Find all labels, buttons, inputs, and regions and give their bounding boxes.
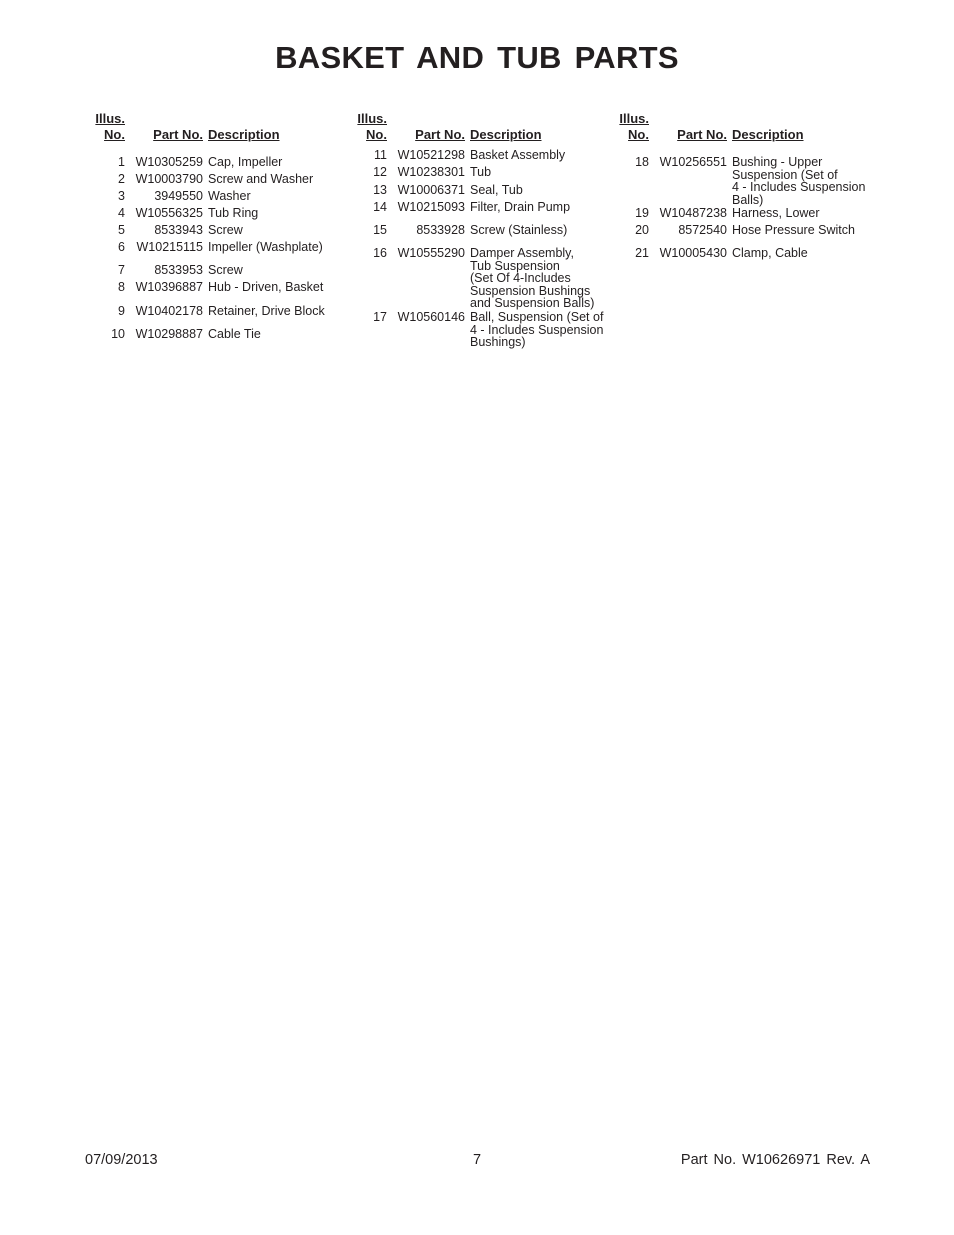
part-number: W10556325 (135, 206, 203, 220)
part-number: W10005430 (659, 246, 727, 260)
header-no: No. (628, 127, 649, 142)
header-illus: Illus. (95, 111, 125, 126)
illus-number: 7 (118, 263, 125, 277)
part-description: Bushing - Upper Suspension (Set of 4 - Includes Suspension Balls) (732, 155, 866, 207)
illus-number: 13 (373, 183, 387, 197)
header-description: Description (208, 127, 280, 142)
part-number: W10238301 (397, 165, 465, 179)
illus-number: 14 (373, 200, 387, 214)
part-number: W10298887 (135, 327, 203, 341)
header-description: Description (470, 127, 542, 142)
part-number: W10006371 (397, 183, 465, 197)
part-number: 8572540 (678, 223, 727, 237)
part-description: Clamp, Cable (732, 246, 808, 260)
part-description: Retainer, Drive Block (208, 304, 325, 318)
part-number: W10003790 (135, 172, 203, 186)
illus-number: 21 (635, 246, 649, 260)
part-description: Impeller (Washplate) (208, 240, 323, 254)
illus-number: 16 (373, 246, 387, 260)
part-description: Harness, Lower (732, 206, 820, 220)
part-description: Screw and Washer (208, 172, 314, 186)
illus-number: 10 (111, 327, 125, 341)
illus-number: 19 (635, 206, 649, 220)
part-description: Tub (470, 165, 492, 179)
part-description: Hose Pressure Switch (732, 223, 855, 237)
part-number: 8533953 (154, 263, 203, 277)
part-description: Screw (208, 263, 243, 277)
header-no: No. (104, 127, 125, 142)
illus-number: 2 (118, 172, 125, 186)
part-description: Screw (208, 223, 243, 237)
part-description: Washer (208, 189, 251, 203)
part-number: 8533928 (416, 223, 465, 237)
illus-number: 4 (118, 206, 125, 220)
part-description: Hub - Driven, Basket (208, 280, 324, 294)
illus-number: 8 (118, 280, 125, 294)
illus-number: 6 (118, 240, 125, 254)
part-description: Seal, Tub (470, 183, 523, 197)
illus-number: 3 (118, 189, 125, 203)
part-number: W10256551 (659, 155, 727, 169)
part-description: Cable Tie (208, 327, 261, 341)
header-part-no: Part No. (415, 127, 465, 142)
header-no: No. (366, 127, 387, 142)
illus-number: 9 (118, 304, 125, 318)
footer-part-number: Part No. W10626971 Rev. A (680, 1152, 870, 1168)
illus-number: 15 (373, 223, 387, 237)
part-description: Cap, Impeller (208, 155, 283, 169)
part-number: W10215093 (397, 200, 465, 214)
illus-number: 20 (635, 223, 649, 237)
illus-number: 5 (118, 223, 125, 237)
part-number: W10560146 (397, 310, 465, 324)
part-description: Ball, Suspension (Set of 4 - Includes Suspension Bushings) (470, 310, 604, 349)
part-description: Tub Ring (208, 206, 259, 220)
part-number: W10215115 (136, 240, 203, 254)
part-number: 3949550 (154, 189, 203, 203)
part-description: Basket Assembly (470, 148, 566, 162)
header-description: Description (732, 127, 804, 142)
part-number: W10555290 (397, 246, 465, 260)
part-description: Screw (Stainless) (470, 223, 568, 237)
header-illus: Illus. (619, 111, 649, 126)
part-number: W10402178 (135, 304, 203, 318)
header-illus: Illus. (357, 111, 387, 126)
illus-number: 11 (374, 148, 387, 162)
illus-number: 18 (635, 155, 649, 169)
header-part-no: Part No. (677, 127, 727, 142)
illus-number: 1 (118, 155, 125, 169)
part-number: W10396887 (135, 280, 203, 294)
part-description: Filter, Drain Pump (470, 200, 571, 214)
page-title: BASKET AND TUB PARTS (275, 40, 679, 75)
part-number: W10487238 (659, 206, 727, 220)
footer-page-number: 7 (472, 1152, 482, 1168)
illus-number: 12 (373, 165, 387, 179)
footer-date: 07/09/2013 (85, 1152, 158, 1168)
part-description: Damper Assembly, Tub Suspension (Set Of 4-Includes Suspension Bushings and Suspension Balls) (470, 246, 595, 310)
part-number: W10521298 (397, 148, 465, 162)
part-number: 8533943 (154, 223, 203, 237)
illus-number: 17 (373, 310, 387, 324)
header-part-no: Part No. (153, 127, 203, 142)
part-number: W10305259 (135, 155, 203, 169)
